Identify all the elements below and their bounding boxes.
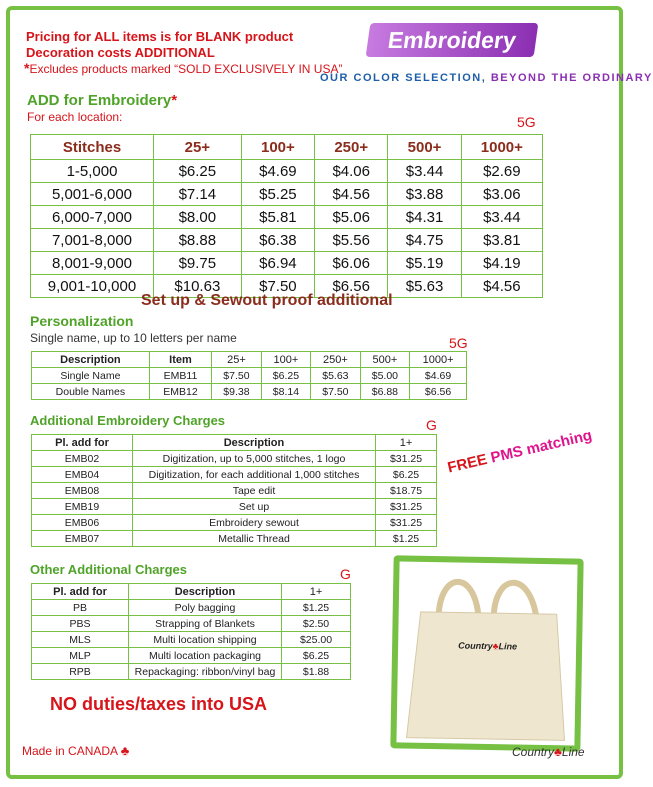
table-cell: $4.75 bbox=[388, 229, 461, 252]
col-header: 1000+ bbox=[410, 352, 467, 368]
table-cell: 8,001-9,000 bbox=[31, 252, 154, 275]
table-cell: $3.06 bbox=[461, 183, 542, 206]
table-cell: $9.75 bbox=[154, 252, 242, 275]
tote-bag-illustration bbox=[396, 561, 577, 745]
table-cell: $5.00 bbox=[360, 368, 409, 384]
table-row bbox=[32, 499, 437, 515]
col-header: 1+ bbox=[282, 584, 351, 600]
table-cell: EMB02 bbox=[32, 451, 133, 467]
other-tag: G bbox=[340, 566, 351, 582]
table-cell: $7.14 bbox=[154, 183, 242, 206]
table-row bbox=[32, 664, 351, 680]
col-header: Description bbox=[129, 584, 282, 600]
table-cell: Strapping of Blankets bbox=[129, 616, 282, 632]
table-cell: Single Name bbox=[32, 368, 150, 384]
table-cell: Double Names bbox=[32, 384, 150, 400]
table-cell: EMB04 bbox=[32, 467, 133, 483]
table-cell: $5.19 bbox=[388, 252, 461, 275]
table-cell: $6.88 bbox=[360, 384, 409, 400]
table-cell: Multi location shipping bbox=[129, 632, 282, 648]
table-row bbox=[32, 515, 437, 531]
col-header: Pl. add for bbox=[32, 584, 129, 600]
table-cell: $4.69 bbox=[410, 368, 467, 384]
pricing-note: Pricing for ALL items is for BLANK product bbox=[26, 29, 294, 44]
table-cell: $4.56 bbox=[461, 275, 542, 298]
additional-tag: G bbox=[426, 417, 437, 433]
col-header: 500+ bbox=[360, 352, 409, 368]
table-cell: $2.69 bbox=[461, 160, 542, 183]
brand-country: Country bbox=[512, 745, 555, 759]
table-cell: $1.88 bbox=[282, 664, 351, 680]
promo-free: FREE bbox=[446, 450, 489, 477]
table-row bbox=[32, 384, 467, 400]
table-cell: $9.38 bbox=[212, 384, 261, 400]
col-header: Pl. add for bbox=[32, 435, 133, 451]
brand-logo bbox=[512, 745, 585, 759]
col-header: 250+ bbox=[311, 352, 360, 368]
table-cell: $4.31 bbox=[388, 206, 461, 229]
embroidery-subtitle: For each location: bbox=[27, 110, 123, 124]
table-cell: $4.56 bbox=[315, 183, 388, 206]
table-row bbox=[32, 368, 467, 384]
excludes-asterisk: * bbox=[24, 60, 30, 76]
embroidery-title-text: ADD for Embroidery bbox=[27, 92, 172, 109]
embroidery-price-table bbox=[30, 134, 543, 298]
table-cell: $3.88 bbox=[388, 183, 461, 206]
table-cell: $8.88 bbox=[154, 229, 242, 252]
table-cell: $3.44 bbox=[388, 160, 461, 183]
table-cell: EMB11 bbox=[149, 368, 211, 384]
decoration-note: Decoration costs ADDITIONAL bbox=[26, 45, 215, 60]
embroidery-title bbox=[27, 92, 177, 109]
table-cell: $7.50 bbox=[311, 384, 360, 400]
table-cell: $6.25 bbox=[261, 368, 310, 384]
table-row bbox=[32, 600, 351, 616]
table-cell: Tape edit bbox=[133, 483, 376, 499]
table-cell: $31.25 bbox=[376, 451, 437, 467]
table-cell: EMB06 bbox=[32, 515, 133, 531]
table-cell: 1-5,000 bbox=[31, 160, 154, 183]
table-cell: Metallic Thread bbox=[133, 531, 376, 547]
table-cell: $3.44 bbox=[461, 206, 542, 229]
setup-note: Set up & Sewout proof additional bbox=[141, 292, 393, 309]
no-duties-note: NO duties/taxes into USA bbox=[50, 694, 268, 714]
excludes-text: Excludes products marked “SOLD EXCLUSIVELY IN USA” bbox=[29, 62, 343, 76]
table-cell: Repackaging: ribbon/vinyl bag bbox=[129, 664, 282, 680]
table-row bbox=[32, 632, 351, 648]
personalization-title: Personalization bbox=[30, 313, 134, 329]
table-cell: $2.50 bbox=[282, 616, 351, 632]
table-cell: $18.75 bbox=[376, 483, 437, 499]
table-cell: $6.25 bbox=[376, 467, 437, 483]
additional-title: Additional Embroidery Charges bbox=[30, 413, 226, 428]
col-header: 250+ bbox=[315, 135, 388, 160]
col-header: 100+ bbox=[261, 352, 310, 368]
personalization-subtitle: Single name, up to 10 letters per name bbox=[30, 331, 237, 345]
other-title: Other Additional Charges bbox=[30, 562, 187, 577]
col-header: Stitches bbox=[31, 135, 154, 160]
col-header: 25+ bbox=[154, 135, 242, 160]
made-in-canada bbox=[22, 743, 129, 758]
col-header: Description bbox=[133, 435, 376, 451]
table-row bbox=[32, 451, 437, 467]
promo-pms: PMS matching bbox=[489, 426, 594, 467]
table-cell: $6.56 bbox=[315, 275, 388, 298]
table-cell: $5.81 bbox=[241, 206, 314, 229]
table-cell: EMB07 bbox=[32, 531, 133, 547]
table-row bbox=[32, 467, 437, 483]
table-cell: $5.06 bbox=[315, 206, 388, 229]
col-header: 1+ bbox=[376, 435, 437, 451]
table-row bbox=[32, 616, 351, 632]
table-row bbox=[32, 483, 437, 499]
table-cell: $6.25 bbox=[282, 648, 351, 664]
table-row bbox=[31, 206, 543, 229]
bag-logo-line: Line bbox=[498, 641, 518, 652]
table-cell: Set up bbox=[133, 499, 376, 515]
table-cell: $7.50 bbox=[212, 368, 261, 384]
table-cell: $8.00 bbox=[154, 206, 242, 229]
table-cell: $5.56 bbox=[315, 229, 388, 252]
table-cell: MLS bbox=[32, 632, 129, 648]
table-cell: $4.69 bbox=[241, 160, 314, 183]
table-row bbox=[32, 648, 351, 664]
table-cell: $6.56 bbox=[410, 384, 467, 400]
made-in-text: Made in CANADA bbox=[22, 744, 118, 758]
col-header: 500+ bbox=[388, 135, 461, 160]
table-cell: EMB12 bbox=[149, 384, 211, 400]
table-cell: Embroidery sewout bbox=[133, 515, 376, 531]
table-cell: $31.25 bbox=[376, 515, 437, 531]
bag-maple-leaf-icon: ♣ bbox=[492, 641, 499, 652]
table-cell: $31.25 bbox=[376, 499, 437, 515]
table-row bbox=[31, 183, 543, 206]
col-header: 100+ bbox=[241, 135, 314, 160]
slogan bbox=[320, 72, 653, 84]
embroidery-tag: 5G bbox=[517, 114, 536, 130]
table-cell: $3.81 bbox=[461, 229, 542, 252]
table-row bbox=[31, 160, 543, 183]
col-header: Item bbox=[149, 352, 211, 368]
table-cell: $6.06 bbox=[315, 252, 388, 275]
table-cell: Poly bagging bbox=[129, 600, 282, 616]
table-cell: $4.19 bbox=[461, 252, 542, 275]
personalization-tag: 5G bbox=[449, 335, 468, 351]
table-cell: $7.50 bbox=[241, 275, 314, 298]
table-cell: $8.14 bbox=[261, 384, 310, 400]
table-cell: EMB19 bbox=[32, 499, 133, 515]
slogan-part1: OUR COLOR SELECTION, bbox=[320, 72, 487, 84]
table-cell: Multi location packaging bbox=[129, 648, 282, 664]
maple-leaf-icon: ♣ bbox=[120, 743, 130, 758]
brand-maple-leaf-icon: ♣ bbox=[554, 745, 562, 759]
table-cell: $5.63 bbox=[388, 275, 461, 298]
table-cell: 9,001-10,000 bbox=[31, 275, 154, 298]
table-cell: PBS bbox=[32, 616, 129, 632]
personalization-table bbox=[31, 351, 467, 400]
table-cell: $1.25 bbox=[376, 531, 437, 547]
col-header: 1000+ bbox=[461, 135, 542, 160]
table-cell: Digitization, up to 5,000 stitches, 1 logo bbox=[133, 451, 376, 467]
table-row bbox=[32, 531, 437, 547]
table-row bbox=[31, 229, 543, 252]
table-cell: $25.00 bbox=[282, 632, 351, 648]
table-cell: $6.94 bbox=[241, 252, 314, 275]
table-cell: $6.38 bbox=[241, 229, 314, 252]
col-header: 25+ bbox=[212, 352, 261, 368]
slogan-part2: BEYOND THE ORDINARY bbox=[490, 72, 653, 84]
bag-logo-country: Country bbox=[458, 640, 493, 652]
col-header: Description bbox=[32, 352, 150, 368]
other-charges-table bbox=[31, 583, 351, 680]
embroidery-banner: Embroidery bbox=[366, 23, 539, 57]
excludes-note bbox=[24, 60, 342, 76]
table-cell: RPB bbox=[32, 664, 129, 680]
table-cell: 5,001-6,000 bbox=[31, 183, 154, 206]
tote-bag-photo bbox=[390, 555, 583, 751]
table-cell: 7,001-8,000 bbox=[31, 229, 154, 252]
table-cell: $5.63 bbox=[311, 368, 360, 384]
bag-logo bbox=[458, 640, 517, 651]
additional-charges-table bbox=[31, 434, 437, 547]
table-cell: $6.25 bbox=[154, 160, 242, 183]
table-cell: PB bbox=[32, 600, 129, 616]
table-row bbox=[31, 252, 543, 275]
table-cell: $10.63 bbox=[154, 275, 242, 298]
table-cell: $5.25 bbox=[241, 183, 314, 206]
table-cell: MLP bbox=[32, 648, 129, 664]
brand-line: Line bbox=[561, 745, 585, 759]
table-cell: $4.06 bbox=[315, 160, 388, 183]
table-cell: EMB08 bbox=[32, 483, 133, 499]
embroidery-title-asterisk: * bbox=[171, 92, 178, 109]
table-cell: Digitization, for each additional 1,000 stitches bbox=[133, 467, 376, 483]
table-cell: $1.25 bbox=[282, 600, 351, 616]
table-cell: 6,000-7,000 bbox=[31, 206, 154, 229]
